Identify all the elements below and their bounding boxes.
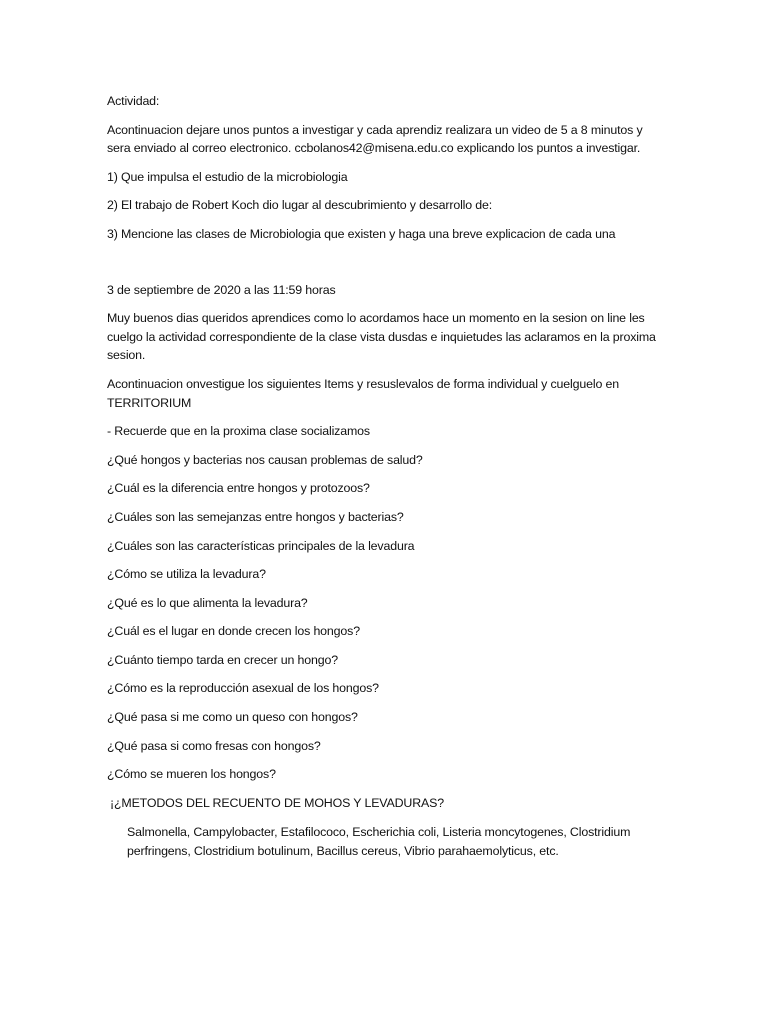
question-6: ¿Qué es lo que alimenta la levadura? xyxy=(107,595,308,610)
activity-heading: Actividad: xyxy=(107,94,160,108)
question-9: ¿Cómo es la reproducción asexual de los hongos? xyxy=(107,681,379,696)
point-3: 3) Mencione las clases de Microbiologia que existen y haga una breve explicacion de cada una xyxy=(107,226,616,241)
question-2: ¿Cuál es la diferencia entre hongos y protozoos? xyxy=(107,481,370,496)
greeting-paragraph: Muy buenos dias queridos aprendices como lo acordamos hace un momento en la sesion on line les cuelgo la actividad correspondiente de la clase vista dusdas e inquietudes las aclaramos en la proxima sesion. xyxy=(107,311,656,363)
question-10: ¿Qué pasa si me como un queso con hongos? xyxy=(107,710,358,725)
question-12: ¿Cómo se mueren los hongos? xyxy=(107,767,276,782)
intro-paragraph: Acontinuacion dejare unos puntos a investigar y cada aprendiz realizara un video de 5 a 8 minutos y sera enviado al correo electronico. ccbolanos42@misena.edu.co explicando los puntos a investigar. xyxy=(107,122,643,156)
question-8: ¿Cuánto tiempo tarda en crecer un hongo? xyxy=(107,652,338,667)
question-4: ¿Cuáles son las características principales de la levadura xyxy=(107,538,415,553)
question-1: ¿Qué hongos y bacterias nos causan problemas de salud? xyxy=(107,452,423,467)
question-7: ¿Cuál es el lugar en donde crecen los hongos? xyxy=(107,624,360,639)
instruction-paragraph: Acontinuacion onvestigue los siguientes Items y resuslevalos de forma individual y cuelguelo en TERRITORIUM xyxy=(107,376,619,410)
organisms-block xyxy=(107,823,667,860)
point-1: 1) Que impulsa el estudio de la microbiologia xyxy=(107,169,348,184)
question-3: ¿Cuáles son las semejanzas entre hongos y bacterias? xyxy=(107,509,404,524)
question-5: ¿Cómo se utiliza la levadura? xyxy=(107,567,266,582)
date-line: 3 de septiembre de 2020 a las 11:59 horas xyxy=(107,282,336,297)
point-2: 2) El trabajo de Robert Koch dio lugar al descubrimiento y desarrollo de: xyxy=(107,198,493,213)
document-content xyxy=(107,92,667,861)
question-11: ¿Qué pasa si como fresas con hongos? xyxy=(107,738,321,753)
methods-heading: ¡¿METODOS DEL RECUENTO DE MOHOS Y LEVADURAS? xyxy=(110,795,444,810)
organisms-list: Salmonella, Campylobacter, Estafilococo, Escherichia coli, Listeria moncytogenes, Clostridium perfringens, Clostridium botulinum, Bacillus cereus, Vibrio parahaemolyticus, etc. xyxy=(127,825,631,859)
reminder-line: - Recuerde que en la proxima clase socializamos xyxy=(107,424,370,439)
